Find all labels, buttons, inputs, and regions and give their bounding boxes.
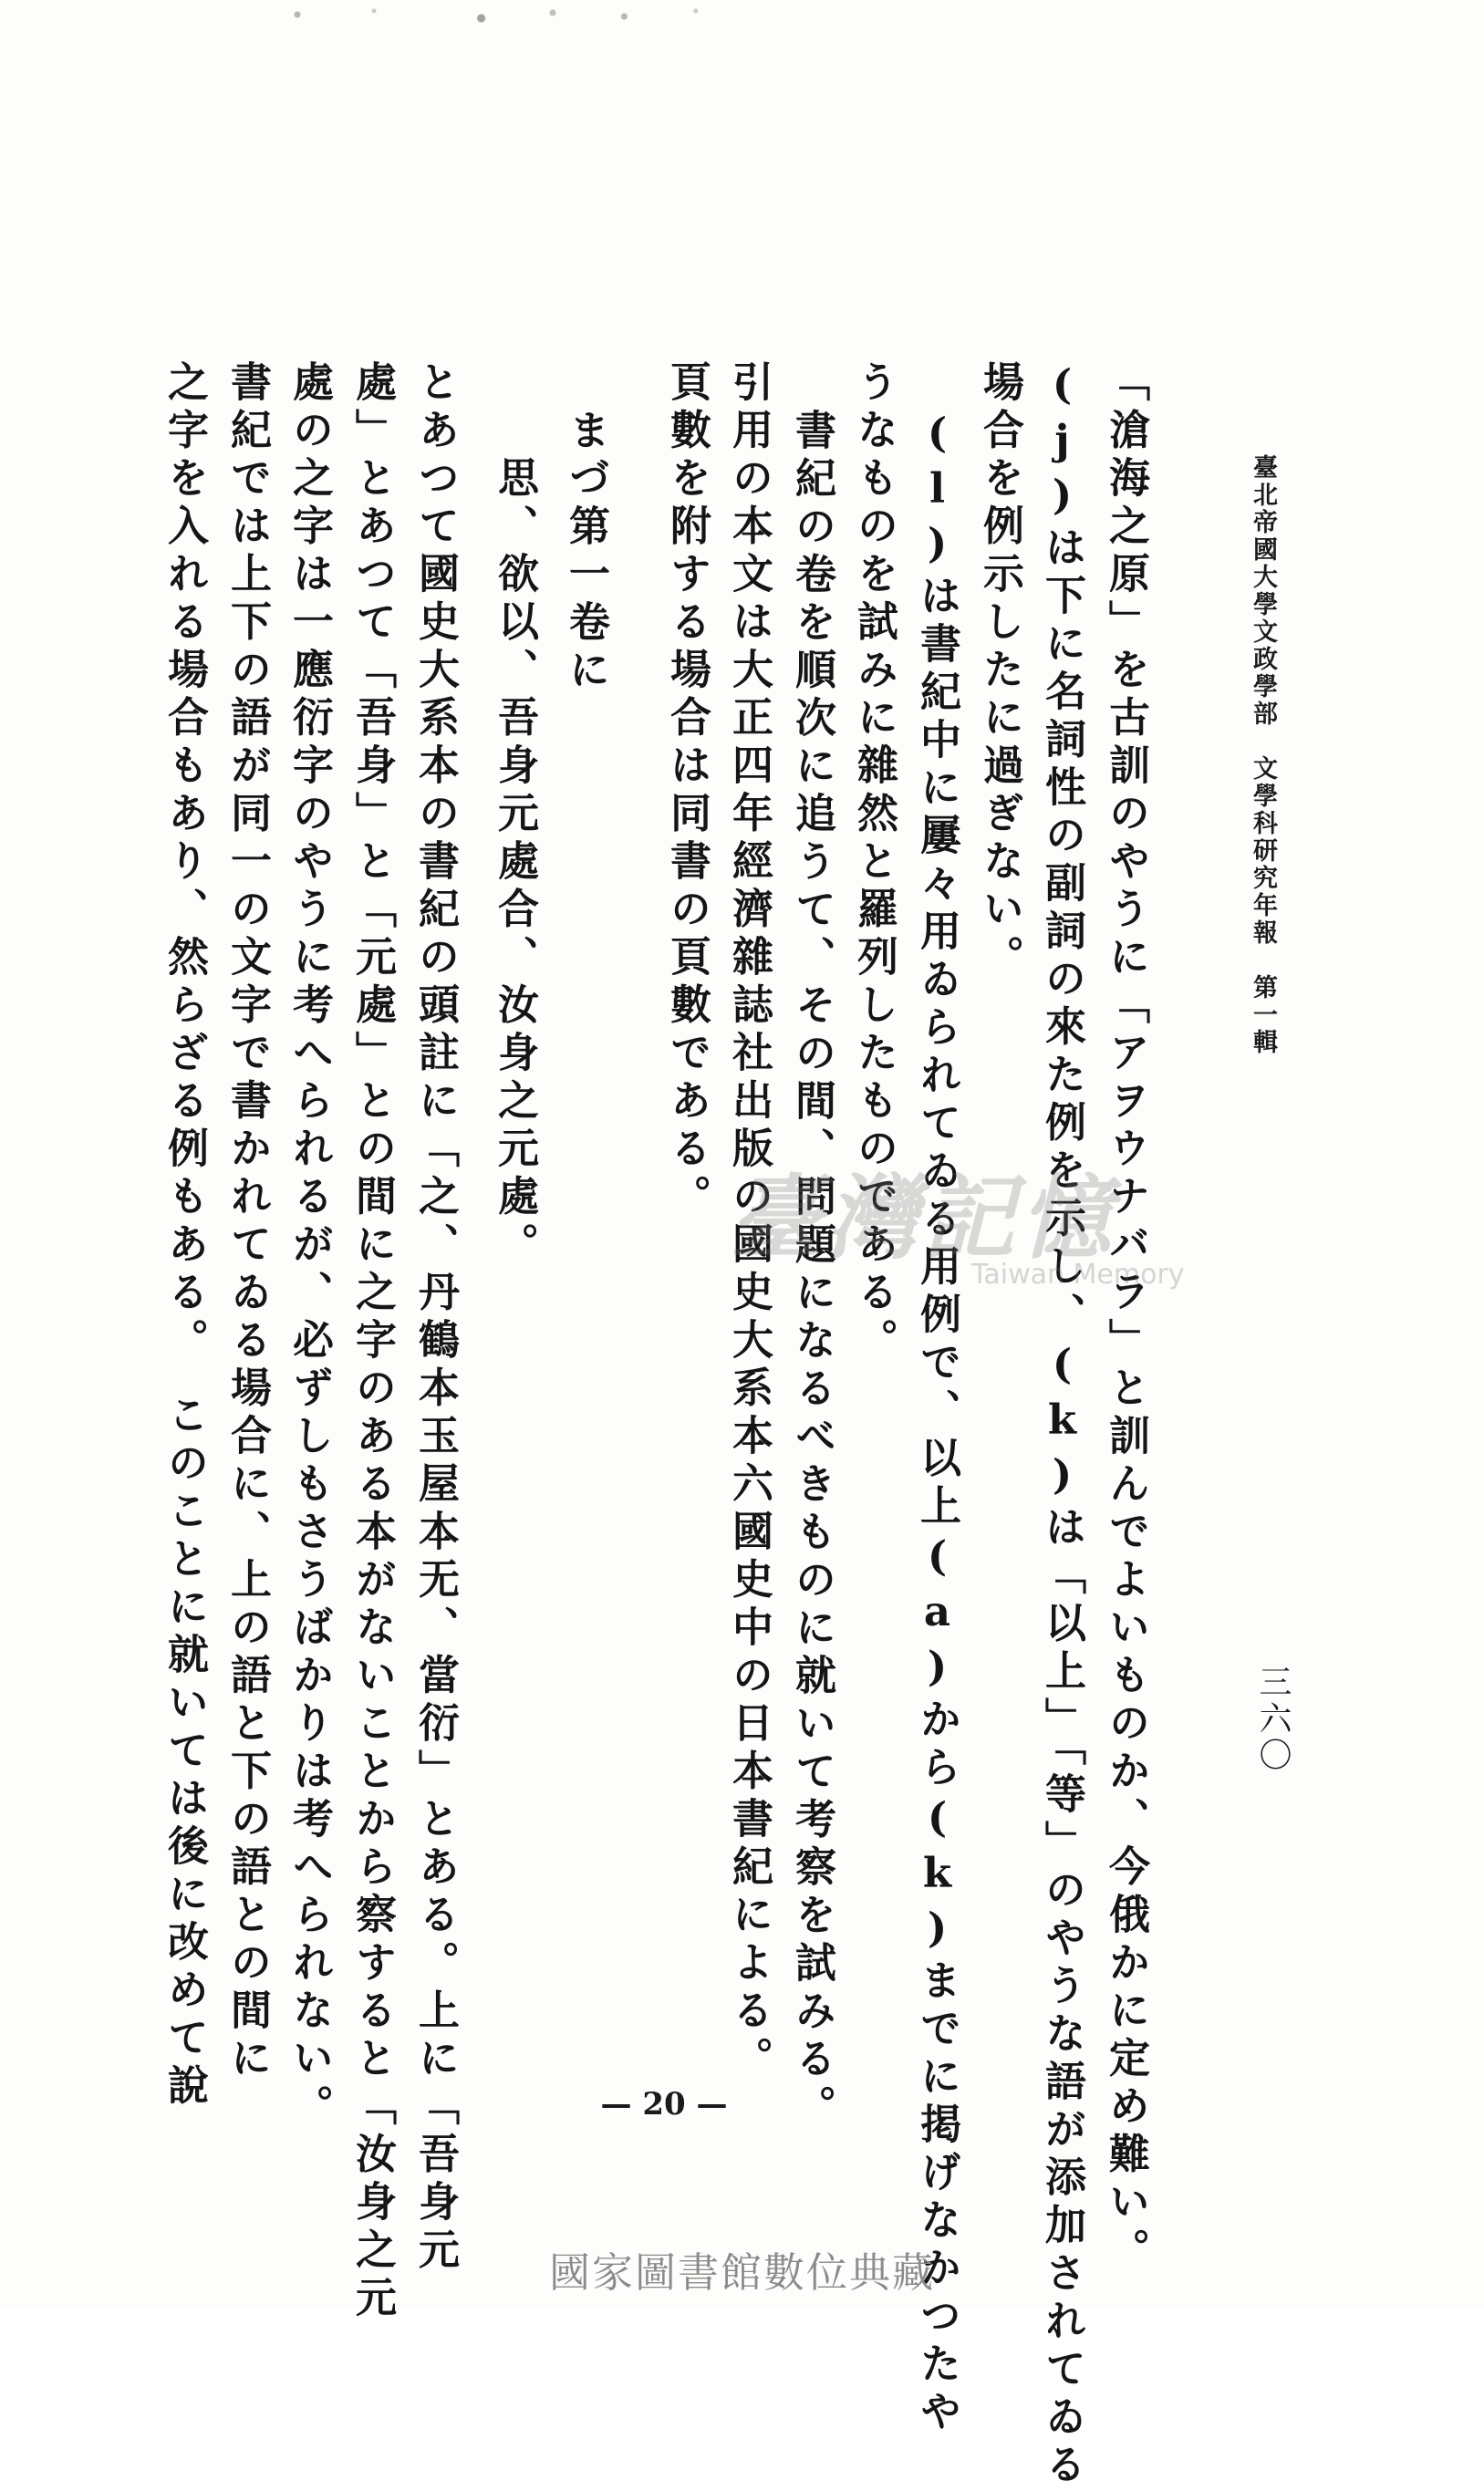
- scan-artifact: [246, 0, 757, 36]
- text-column: とあつて國史大系本の書紀の頭註に「之、丹鶴本玉屋本无、當衍」とある。上に「吾身元: [411, 360, 460, 2276]
- text-column: うなものを試みに雜然と羅列したものである。: [850, 360, 898, 1366]
- page-number-kanji: 三六〇: [1254, 1665, 1292, 1774]
- watermark-subtitle: Taiwan Memory: [971, 1259, 1185, 1291]
- running-head: 臺北帝國大學文政學部 文學科研究年報 第一輯: [1249, 454, 1277, 1056]
- text-column: 處の之字は一應衍字のやうに考へられるが、必ずしもさうばかりは考へられない。: [285, 360, 334, 2133]
- text-column: まづ第一卷に: [562, 409, 610, 696]
- page-number: — 20 —: [600, 2086, 728, 2123]
- text-column: 「滄海之原」を古訓のやうに「アヲウナバラ」と訓んでよいものか、今俄かに定め難い。: [1102, 360, 1150, 2276]
- text-column: 場合を例示したに過ぎない。: [976, 360, 1024, 983]
- quoted-passage: 思、欲以、吾身元處合、汝身之元處。: [491, 456, 539, 1271]
- text-column: 書紀の卷を順次に追うて、その間、問題になるべきものに就いて考察を試みる。: [788, 409, 836, 2133]
- text-column: 引用の本文は大正四年經濟雜誌社出版の國史大系本六國史中の日本書紀による。: [725, 360, 773, 2084]
- text-column: (j)は下に名詞性の副詞の來た例を示し、(k)は「以上」「等」のやうな語が添加されてゐる: [1038, 360, 1086, 2491]
- library-credit: 國家圖書館數位典藏: [548, 2248, 935, 2297]
- watermark-logo-text: 臺灣記憶: [730, 1165, 1116, 1271]
- text-column: 頁數を附する場合は同書の頁數である。: [663, 360, 711, 1222]
- text-column: 處」とあつて「吾身」と「元處」との間に之字のある本がないことから察すると「汝身之元: [348, 360, 397, 2324]
- text-column: 之字を入れる場合もあり、然らざる例もある。 このことに就いては後に改めて說: [161, 360, 209, 2112]
- text-column: 書紀では上下の語が同一の文字で書かれてゐる場合に、上の語と下の語との間に: [223, 360, 272, 2084]
- text-column: (l)は書紀中に屢々用ゐられてゐる用例で、以上(a)から(k)までに掲げなかつたや: [913, 409, 961, 2438]
